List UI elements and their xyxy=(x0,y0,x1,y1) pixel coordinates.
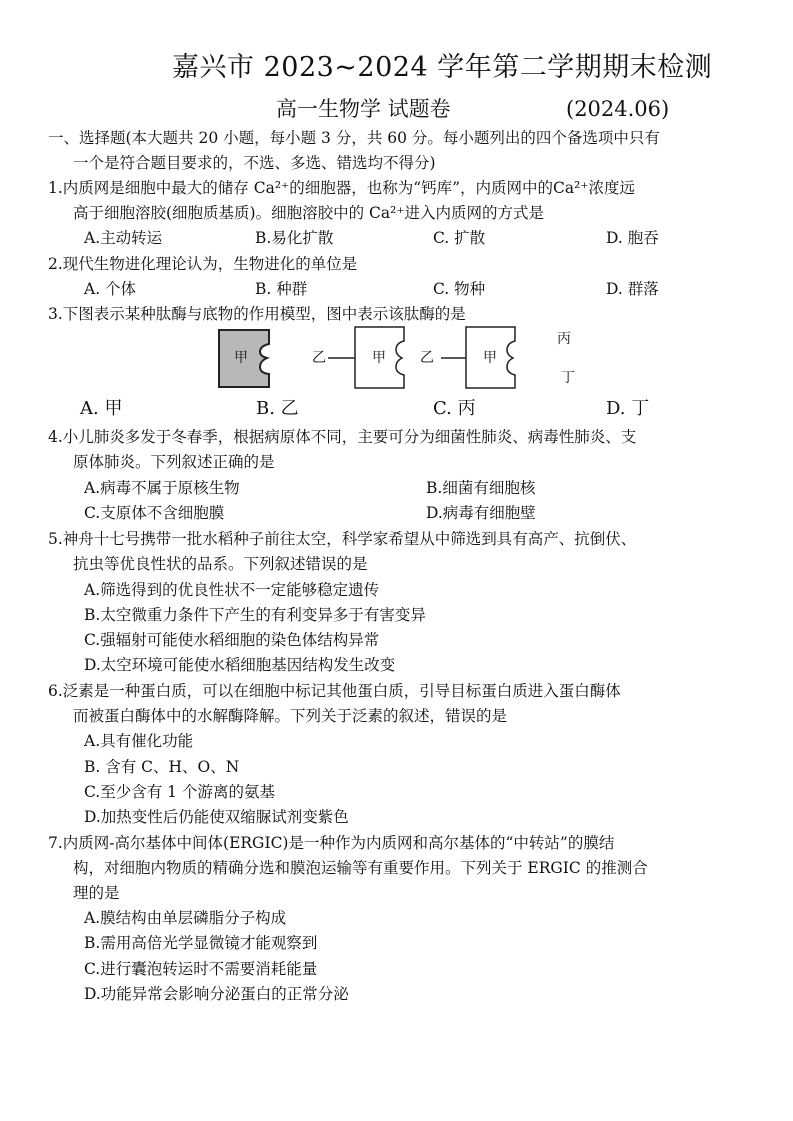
q7-option-d: D.功能异常会影响分泌蛋白的正常分泌 xyxy=(84,985,349,1003)
q3-option-d: D. 丁 xyxy=(606,398,650,419)
fig-label-ding: 丁 xyxy=(561,370,575,386)
q6-stem-line1: 6.泛素是一种蛋白质，可以在细胞中标记其他蛋白质，引导目标蛋白质进入蛋白酶体 xyxy=(48,682,621,700)
q4-option-d: D.病毒有细胞壁 xyxy=(426,504,536,522)
q1-option-b: B.易化扩散 xyxy=(255,229,334,247)
fig-label-yi-1: 乙 xyxy=(312,350,326,366)
q5-option-b: B.太空微重力条件下产生的有利变异多于有害变异 xyxy=(84,606,426,624)
enzyme-substrate-diagram xyxy=(210,324,590,394)
q7-option-a: A.膜结构由单层磷脂分子构成 xyxy=(84,909,287,927)
section-heading-line2: 一个是符合题目要求的，不选、多选、错选均不得分) xyxy=(73,154,436,172)
q2-option-a: A. 个体 xyxy=(84,280,137,298)
q6-stem-line2: 而被蛋白酶体中的水解酶降解。下列关于泛素的叙述，错误的是 xyxy=(73,707,508,725)
q1-stem-line2: 高于细胞溶胶(细胞质基质)。细胞溶胶中的 Ca²⁺进入内质网的方式是 xyxy=(73,204,545,222)
q3-option-b: B. 乙 xyxy=(256,398,299,419)
exam-subtitle: 高一生物学 试题卷 xyxy=(276,97,451,121)
q1-option-c: C. 扩散 xyxy=(433,229,486,247)
q5-stem-line1: 5.神舟十七号携带一批水稻种子前往太空，科学家希望从中筛选到具有高产、抗倒伏、 xyxy=(48,530,637,548)
q4-option-b: B.细菌有细胞核 xyxy=(426,479,536,497)
q1-option-a: A.主动转运 xyxy=(84,229,163,247)
q6-option-d: D.加热变性后仍能使双缩脲试剂变紫色 xyxy=(84,808,349,826)
q2-stem-line1: 2.现代生物进化理论认为，生物进化的单位是 xyxy=(48,255,358,273)
q4-stem-line1: 4.小儿肺炎多发于冬春季，根据病原体不同，主要可分为细菌性肺炎、病毒性肺炎、支 xyxy=(48,428,637,446)
q1-stem-line1: 1.内质网是细胞中最大的储存 Ca²⁺的细胞器，也称为“钙库”，内质网中的Ca²⁺浓度远 xyxy=(48,179,636,197)
q6-option-c: C.至少含有 1 个游离的氨基 xyxy=(84,783,275,801)
fig-label-jia-1: 甲 xyxy=(234,350,248,366)
exam-date: (2024.06) xyxy=(566,97,670,121)
q5-option-a: A.筛选得到的优良性状不一定能够稳定遗传 xyxy=(84,581,380,599)
section-heading-line1: 一、选择题(本大题共 20 小题，每小题 3 分，共 60 分。每小题列出的四个备选项中只有 xyxy=(48,129,660,147)
q4-option-a: A.病毒不属于原核生物 xyxy=(84,479,240,497)
q4-stem-line2: 原体肺炎。下列叙述正确的是 xyxy=(73,453,275,471)
q3-option-a: A. 甲 xyxy=(80,398,123,419)
q7-stem-line1: 7.内质网-高尔基体中间体(ERGIC)是一种作为内质网和高尔基体的“中转站”的膜结 xyxy=(48,834,615,852)
q5-stem-line2: 抗虫等优良性状的品系。下列叙述错误的是 xyxy=(73,555,368,573)
q4-option-c: C.支原体不含细胞膜 xyxy=(84,504,225,522)
q1-option-d: D. 胞吞 xyxy=(606,229,659,247)
fig-label-jia-3: 甲 xyxy=(483,350,497,366)
fig-label-jia-2: 甲 xyxy=(372,350,386,366)
q5-option-d: D.太空环境可能使水稻细胞基因结构发生改变 xyxy=(84,656,396,674)
q6-option-a: A.具有催化功能 xyxy=(84,732,194,750)
q7-option-b: B.需用高倍光学显微镜才能观察到 xyxy=(84,934,318,952)
q2-option-d: D. 群落 xyxy=(606,280,659,298)
q3-stem-line1: 3.下图表示某种肽酶与底物的作用模型，图中表示该肽酶的是 xyxy=(48,305,466,323)
q7-stem-line3: 理的是 xyxy=(73,884,120,902)
q5-option-c: C.强辐射可能使水稻细胞的染色体结构异常 xyxy=(84,631,380,649)
q2-option-b: B. 种群 xyxy=(255,280,308,298)
fig-label-yi-2: 乙 xyxy=(420,350,434,366)
q7-stem-line2: 构，对细胞内物质的精确分选和膜泡运输等有重要作用。下列关于 ERGIC 的推测合 xyxy=(73,859,648,877)
q7-option-c: C.进行囊泡转运时不需要消耗能量 xyxy=(84,960,318,978)
fig-label-bing: 丙 xyxy=(557,331,571,347)
exam-title: 嘉兴市 2023~2024 学年第二学期期末检测 xyxy=(172,52,713,83)
q6-option-b: B. 含有 C、H、O、N xyxy=(84,758,240,776)
q2-option-c: C. 物种 xyxy=(433,280,486,298)
q3-option-c: C. 丙 xyxy=(433,398,476,419)
